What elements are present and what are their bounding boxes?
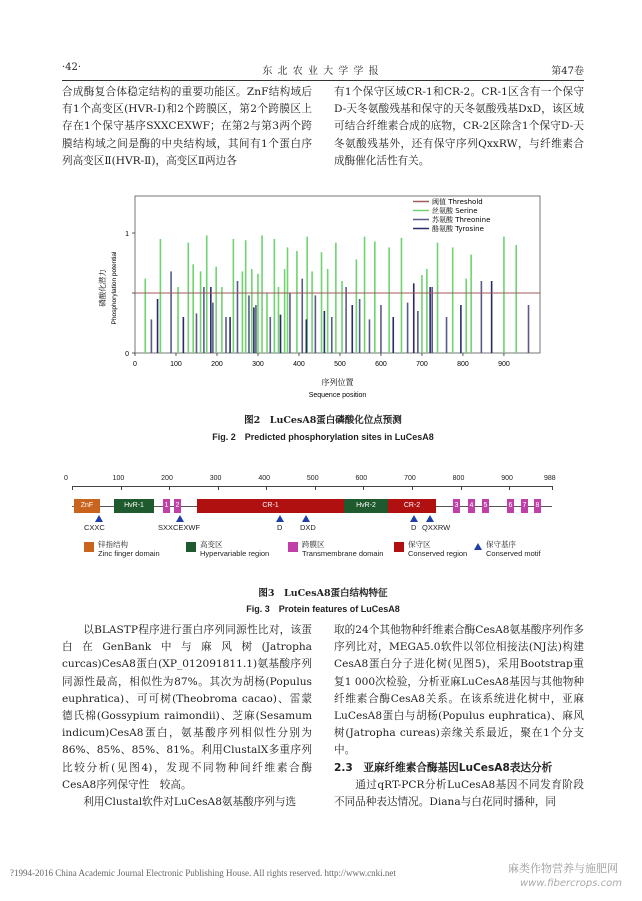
fig3-caption-en: Fig. 3 Protein features of LuCesA8 bbox=[246, 604, 400, 614]
motif-marker bbox=[176, 515, 184, 522]
domain-znf: ZnF bbox=[74, 499, 100, 513]
domain-tm4: 4 bbox=[468, 499, 475, 513]
domain-cr2: CR-2 bbox=[388, 499, 436, 513]
motif-label: QXXRW bbox=[422, 523, 451, 532]
y-tick-label: 1 bbox=[125, 231, 129, 238]
scale-tick-label: 800 bbox=[452, 475, 465, 482]
left-paragraph-1: 合成酶复合体稳定结构的重要功能区。ZnF结构域后有1个高变区(HVR-Ⅰ)和2个跨膜区，第2个跨膜区上存在1个保守基序SXXCEXWF；在第2与第3两个跨膜结构域之间是酶的中央结构域，其间有1个蛋白序列高变区Ⅱ(HVR-Ⅱ)，高变区Ⅱ两边各 bbox=[62, 86, 312, 167]
scale-tick-label: 0 bbox=[64, 475, 68, 482]
domain-tm8: 8 bbox=[534, 499, 541, 513]
y-axis-label-en: Phosphorylation potential bbox=[111, 251, 118, 325]
legend-entry: 酪氨酸 Tyrosine bbox=[432, 225, 484, 233]
scale-tick-label: 500 bbox=[306, 475, 319, 482]
legend-swatch bbox=[84, 542, 94, 552]
scale-tick bbox=[315, 486, 316, 490]
scale-tick-label: 988 bbox=[544, 475, 556, 482]
motif-label: D bbox=[411, 523, 417, 532]
domain-tm2: 2 bbox=[174, 499, 181, 513]
header-rule bbox=[62, 80, 584, 81]
scale-tick-label: 300 bbox=[209, 475, 222, 482]
right-paragraph-2: 取的24个其他物种纤维素合酶CesA8氨基酸序列作多序列比对，MEGA5.0软件以邻位相接法(NJ法)构建CesA8蛋白分子进化树(见图5)，采用Bootstrap重复1 000次检验，分析亚麻LuCesA8基因与其他物种纤维素合酶CesA8关系。在该系统进化树中，亚麻LuCesA8蛋白与胡杨(Populus euphratica)、麻风树(Jatropha cureas)亲缘关系最近，聚在1个分支中。 bbox=[334, 624, 584, 757]
scale-tick-label: 600 bbox=[355, 475, 368, 482]
x-axis-label-cn: 序列位置 bbox=[321, 378, 354, 387]
fig2-caption-cn: 图2 LuCesA8蛋白磷酸化位点预测 bbox=[244, 415, 402, 426]
x-tick-label: 0 bbox=[133, 361, 137, 368]
legend-label: 跨膜区 Transmembrane domain bbox=[302, 540, 384, 558]
motif-marker bbox=[302, 515, 310, 522]
motif-label: CXXC bbox=[84, 523, 105, 532]
scale-tick-label: 700 bbox=[404, 475, 416, 482]
motif-marker bbox=[276, 515, 284, 522]
y-tick-label: 0 bbox=[125, 351, 129, 358]
legend-entry: 阈值 Threshold bbox=[432, 198, 483, 206]
motif-marker bbox=[426, 515, 434, 522]
domain-tm1: 1 bbox=[163, 499, 170, 513]
scale-tick bbox=[218, 486, 219, 490]
legend-label: 锌指结构 Zinc finger domain bbox=[98, 540, 160, 558]
domain-hvr2: HvR-2 bbox=[344, 499, 388, 513]
right-paragraph-3: 通过qRT-PCR分析LuCesA8基因不同发育阶段不同品种表达情况。Diana与白花同时播种，同 bbox=[334, 778, 584, 809]
fig3-caption-cn: 图3 LuCesA8蛋白结构特征 bbox=[258, 588, 388, 599]
scale-tick bbox=[363, 486, 364, 490]
x-tick-label: 800 bbox=[457, 361, 469, 368]
copyright-footer: ?1994-2016 China Academic Journal Electronic Publishing House. All rights reserved. http://www.cnki.net bbox=[10, 868, 396, 878]
x-tick-label: 100 bbox=[170, 361, 182, 368]
domain-tm6: 6 bbox=[507, 499, 514, 513]
legend-label: 保守区 Conserved region bbox=[408, 540, 468, 558]
motif-marker bbox=[95, 515, 103, 522]
left-paragraph-2: 以BLASTP程序进行蛋白序列同源性比对，该蛋白在GenBank中与麻风树(Jatropha curcas)CesA8蛋白(XP_012091811.1)氨基酸序列同源性最高，相似性为87%。其次为胡杨(Populus euphratica)、可可树(Theobroma cacao)、雷蒙德氏棉(Gossypium raimondii)、芝麻(Sesamum indicum)CesA8蛋白，氨基酸序列相似性分别为86%、85%、85%、81%。利用ClustalX多重序列比较分析(见图4)，发现不同物种间纤维素合酶CesA8序列保守性 较高。 bbox=[62, 624, 312, 791]
scale-tick bbox=[121, 486, 122, 490]
scale-tick bbox=[169, 486, 170, 490]
fig2-caption-en: Fig. 2 Predicted phosphorylation sites in LuCesA8 bbox=[212, 432, 434, 442]
scale-tick bbox=[552, 486, 553, 490]
x-tick-label: 900 bbox=[498, 361, 510, 368]
legend-label: 高变区 Hypervariable region bbox=[200, 540, 270, 558]
scale-tick-label: 100 bbox=[112, 475, 125, 482]
domain-tm7: 7 bbox=[521, 499, 528, 513]
y-axis-label-cn: 磷酸化潜力 bbox=[98, 269, 107, 307]
page-number: ·42· bbox=[62, 62, 82, 73]
journal-name: 东 北 农 业 大 学 学 报 bbox=[262, 66, 380, 77]
x-tick-label: 400 bbox=[293, 361, 305, 368]
x-tick-label: 700 bbox=[416, 361, 428, 368]
scale-tick bbox=[461, 486, 462, 490]
domain-hvr1: HvR-1 bbox=[114, 499, 154, 513]
x-tick-label: 200 bbox=[211, 361, 223, 368]
scale-tick bbox=[412, 486, 413, 490]
scale-tick bbox=[509, 486, 510, 490]
left-paragraph-3: 利用Clustal软件对LuCesA8氨基酸序列与选 bbox=[83, 796, 297, 809]
x-axis-label-en: Sequence position bbox=[308, 392, 367, 399]
legend-swatch bbox=[394, 542, 404, 552]
domain-cr1: CR-1 bbox=[197, 499, 344, 513]
legend-swatch bbox=[288, 542, 298, 552]
domain-tm3: 3 bbox=[453, 499, 460, 513]
x-tick-label: 500 bbox=[334, 361, 346, 368]
scale-tick-label: 200 bbox=[161, 475, 173, 482]
motif-label: SXXCEXWF bbox=[158, 523, 201, 532]
watermark-cn: 麻类作物营养与施肥网 bbox=[508, 862, 618, 875]
scale-tick-label: 900 bbox=[501, 475, 513, 482]
legend-entry: 丝氨酸 Serine bbox=[432, 207, 478, 215]
legend-entry: 苏氨酸 Threonine bbox=[432, 216, 491, 224]
right-paragraph-1: 有1个保守区域CR-1和CR-2。CR-1区含有一个保守D-天冬氨酸残基和保守的天冬氨酸残基DxD，该区域可结合纤维素合成的底物，CR-2区除含1个保守D-天冬氨酸残基外，还有保守序列QxxRW，与纤维素合成酶催化活性有关。 bbox=[334, 86, 584, 167]
legend-swatch bbox=[186, 542, 196, 552]
motif-label: D bbox=[277, 523, 283, 532]
motif-marker bbox=[410, 515, 418, 522]
scale-tick bbox=[72, 486, 73, 490]
scale-tick-label: 400 bbox=[258, 475, 271, 482]
right-column-lower bbox=[334, 622, 584, 811]
left-column-lower bbox=[62, 622, 312, 811]
scale-line bbox=[72, 486, 552, 487]
scale-tick bbox=[266, 486, 267, 490]
domain-tm5: 5 bbox=[482, 499, 489, 513]
protein-features-figure bbox=[62, 472, 584, 602]
volume: 第47卷 bbox=[551, 66, 584, 77]
phosphorylation-chart bbox=[95, 188, 555, 408]
x-tick-label: 300 bbox=[252, 361, 264, 368]
motif-label: DXD bbox=[300, 523, 316, 532]
section-heading: 2.3 亚麻纤维素合酶基因LuCesA8表达分析 bbox=[334, 761, 553, 774]
watermark-url: www.fibercrops.com bbox=[520, 878, 622, 889]
x-tick-label: 600 bbox=[375, 361, 387, 368]
legend-label: 保守基序 Conserved motif bbox=[486, 540, 541, 558]
legend-motif-marker bbox=[474, 543, 482, 550]
